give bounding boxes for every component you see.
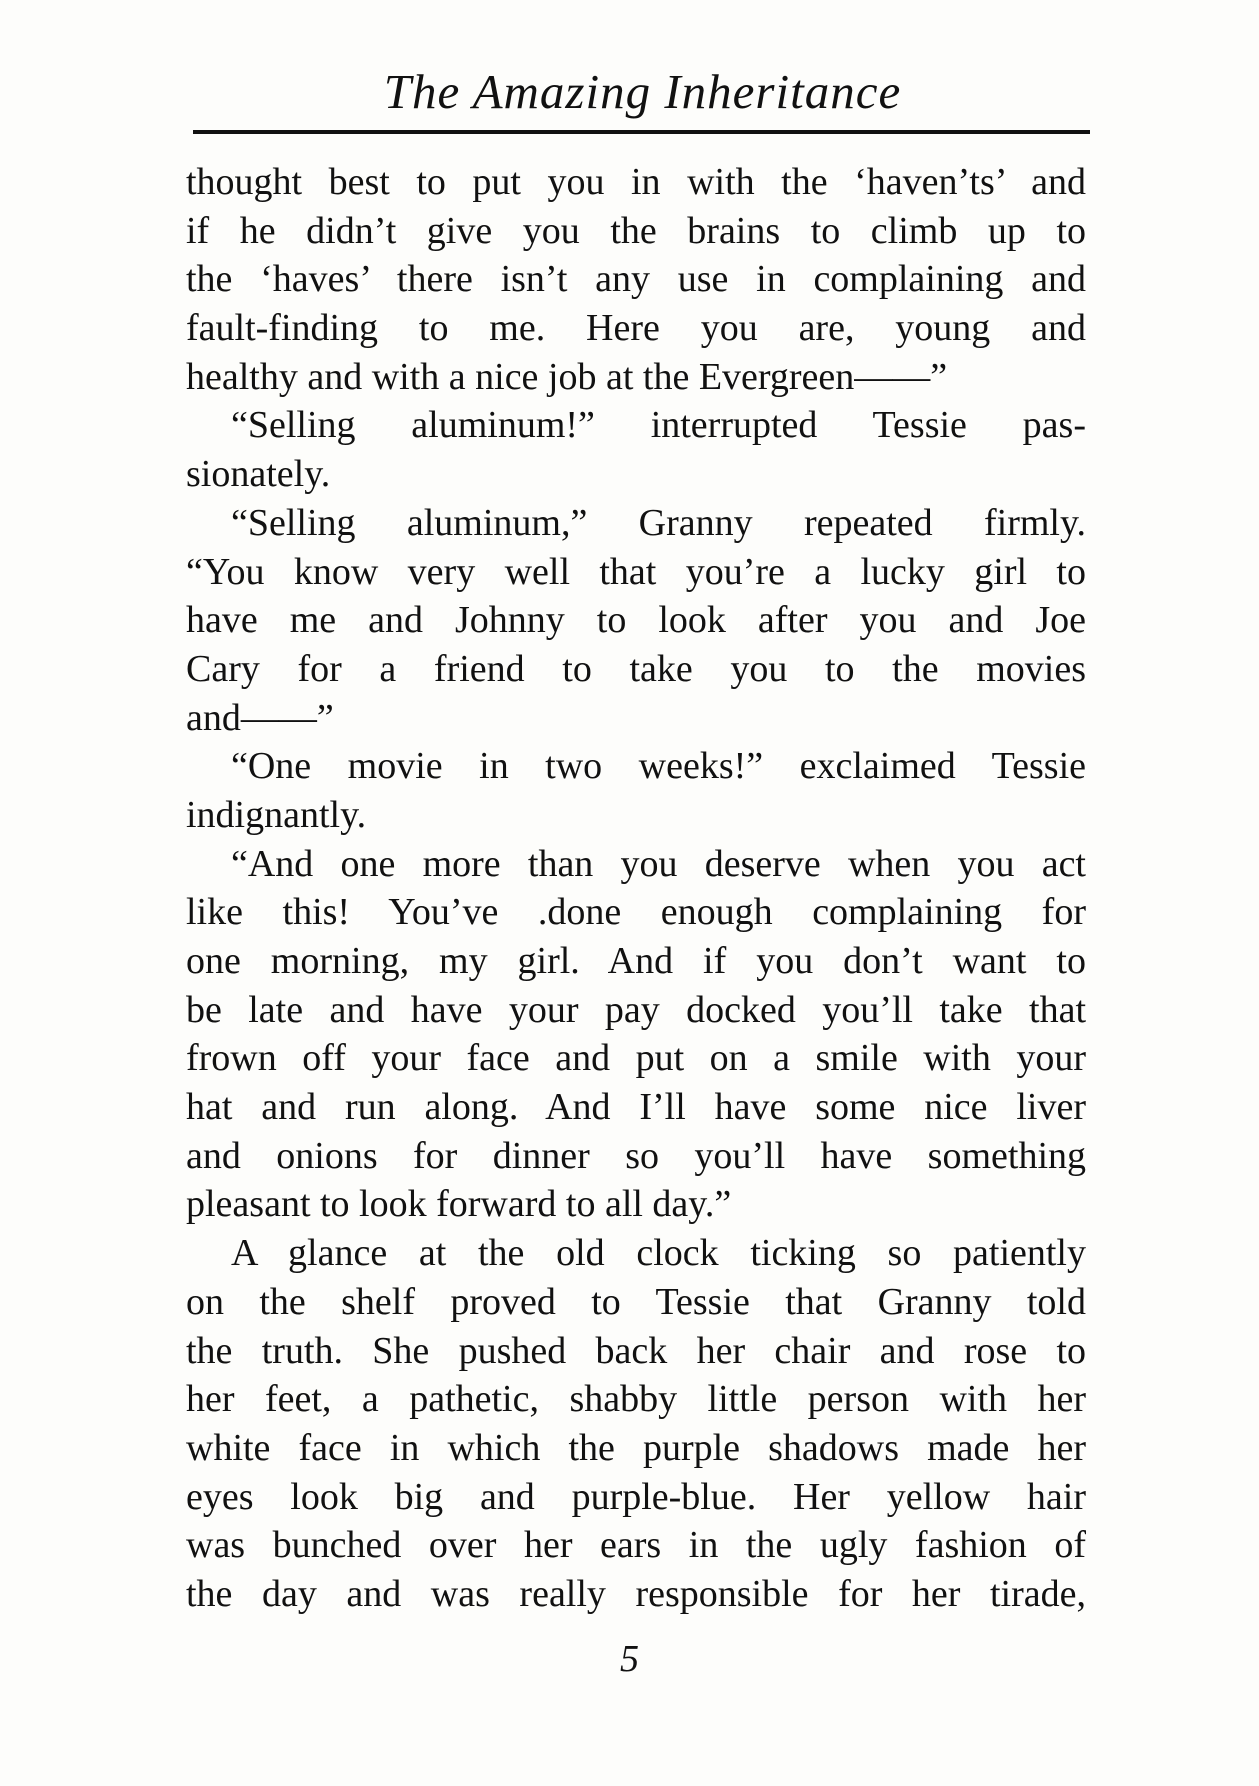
text-line: her feet, a pathetic, shabby little person with her [186,1378,1086,1421]
text-line: have me and Johnny to look after you and Joe [186,599,1086,642]
text-line: white face in which the purple shadows made her [186,1426,1086,1469]
body-text [186,158,1086,1619]
paragraph [186,1229,1086,1619]
paragraph [186,499,1086,742]
text-line: “You know very well that you’re a lucky girl to [186,550,1086,593]
text-line: one morning, my girl. And if you don’t want to [186,940,1086,982]
text-line: thought best to put you in with the ‘haven’ts’ and [186,161,1086,203]
text-line: the day and was really responsible for her tirade, [186,1572,1086,1615]
text-line: Cary for a friend to take you to the movies [186,647,1086,690]
text-line: sionately. [186,453,331,496]
text-line: like this! You’ve .done enough complaining for [186,891,1086,934]
text-line: eyes look big and purple-blue. Her yellow hair [186,1475,1086,1518]
paragraph [186,742,1086,839]
header-rule [193,130,1090,134]
text-line: if he didn’t give you the brains to climb up to [186,209,1086,252]
paragraph [186,840,1086,1230]
text-line: “Selling aluminum!” interrupted Tessie pas- [231,404,1086,447]
text-line: “And one more than you deserve when you act [231,842,1086,885]
text-line: hat and run along. And I’ll have some nice liver [186,1086,1086,1129]
paragraph [186,401,1086,498]
text-line: frown off your face and put on a smile with your [186,1037,1086,1080]
text-line: and——” [186,696,334,739]
text-line: be late and have your pay docked you’ll take that [186,988,1086,1031]
text-line: “One movie in two weeks!” exclaimed Tessie [231,745,1086,788]
text-line: indignantly. [186,793,367,836]
text-line: was bunched over her ears in the ugly fashion of [186,1524,1086,1567]
text-line: and onions for dinner so you’ll have something [186,1134,1086,1177]
text-line: pleasant to look forward to all day.” [186,1183,732,1226]
text-line: the ‘haves’ there isn’t any use in complaining and [186,258,1086,301]
text-line: the truth. She pushed back her chair and rose to [186,1329,1086,1372]
text-line: A glance at the old clock ticking so patiently [231,1232,1086,1275]
paragraph [186,158,1086,401]
text-line: on the shelf proved to Tessie that Granny told [186,1280,1086,1323]
running-head-title: The Amazing Inheritance [383,64,902,119]
text-line: fault-finding to me. Here you are, young and [186,307,1086,350]
text-line: “Selling aluminum,” Granny repeated firmly. [231,501,1086,544]
text-line: healthy and with a nice job at the Evergreen——” [186,355,948,398]
page-number: 5 [620,1638,639,1680]
